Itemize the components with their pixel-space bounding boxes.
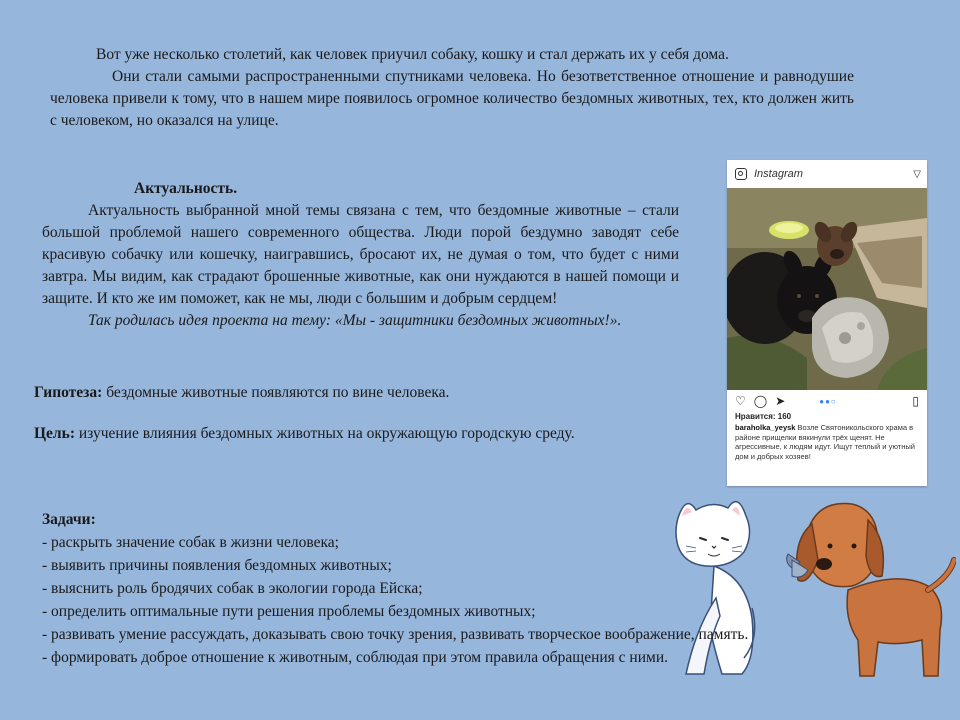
task-item: - выяснить роль бродячих собак в экологии города Ейска; bbox=[42, 580, 423, 597]
task-item: - раскрыть значение собак в жизни человека; bbox=[42, 534, 339, 551]
project-idea: Так родилась идея проекта на тему: «Мы - защитники бездомных животных!». bbox=[88, 312, 622, 329]
intro-paragraph-1: Вот уже несколько столетий, как человек приучил собаку, кошку и стал держать их у себя дома. bbox=[96, 46, 729, 63]
post-caption-text: Возле Святоникольского храма в районе прищелки вякинули трёх щенят. Не агрессивные, к людям идут. Ищут теплый и уютный дом и добрых хозяев! bbox=[735, 423, 915, 461]
relevance-section bbox=[42, 178, 679, 332]
hypothesis-label: Гипотеза: bbox=[34, 384, 103, 401]
intro-text bbox=[50, 44, 854, 132]
instagram-actions bbox=[727, 390, 927, 412]
intro-paragraph-2: Они стали самыми распространенными спутниками человека. Но безответственное отношение и равнодушие человека привели к тому, что в нашем мире появилось огромное количество бездомных животных, тех, кто должен жить с человеком, но оказался на улице. bbox=[50, 68, 854, 129]
bookmark-icon[interactable]: ▯ bbox=[912, 394, 919, 408]
goal-label: Цель: bbox=[34, 425, 75, 442]
instagram-header bbox=[727, 160, 927, 188]
relevance-body: Актуальность выбранной мной темы связана с тем, что бездомные животные – стали большой проблемой нашего современного общества. Люди порой бездумно заводят себе красивую собачку или кошечку, наигравшись, бросают их, не думая о том, что будет с ними завтра. Мы видим, как страдают брошенные животные, как они нуждаются в нашей помощи и защите. И кто же им поможет, как не мы, люди с большим и добрым сердцем! bbox=[42, 202, 679, 307]
comment-icon[interactable]: ◯ bbox=[753, 394, 768, 408]
tasks-list bbox=[42, 531, 902, 669]
hypothesis-text: бездомные животные появляются по вине человека. bbox=[102, 384, 450, 401]
post-username[interactable]: baraholka_yeysk bbox=[735, 423, 796, 432]
task-item: - развивать умение рассуждать, доказывать свою точку зрения, развивать творческое воображение, память. bbox=[42, 626, 749, 643]
puppies-photo bbox=[727, 188, 927, 390]
task-item: - формировать доброе отношение к животным, соблюдая при этом правила обращения с ними. bbox=[42, 649, 668, 666]
tasks-section bbox=[42, 508, 902, 669]
share-icon[interactable]: ➤ bbox=[775, 394, 786, 408]
instagram-post bbox=[727, 160, 927, 486]
tasks-heading: Задачи: bbox=[42, 511, 96, 528]
task-item: - определить оптимальные пути решения проблемы бездомных животных; bbox=[42, 603, 536, 620]
likes-count: Нравится: 160 bbox=[735, 412, 792, 421]
goal-text: изучение влияния бездомных животных на окружающую городскую среду. bbox=[75, 425, 575, 442]
camera-icon bbox=[735, 168, 747, 180]
goal bbox=[34, 423, 575, 445]
post-caption bbox=[727, 422, 927, 461]
relevance-heading: Актуальность. bbox=[134, 180, 238, 197]
carousel-dots-icon: ●●○ bbox=[819, 396, 837, 406]
hypothesis bbox=[34, 382, 449, 404]
heart-icon[interactable]: ♡ bbox=[735, 394, 746, 408]
send-icon: ▽ bbox=[913, 168, 921, 180]
task-item: - выявить причины появления бездомных животных; bbox=[42, 557, 392, 574]
instagram-brand: Instagram bbox=[754, 168, 803, 180]
